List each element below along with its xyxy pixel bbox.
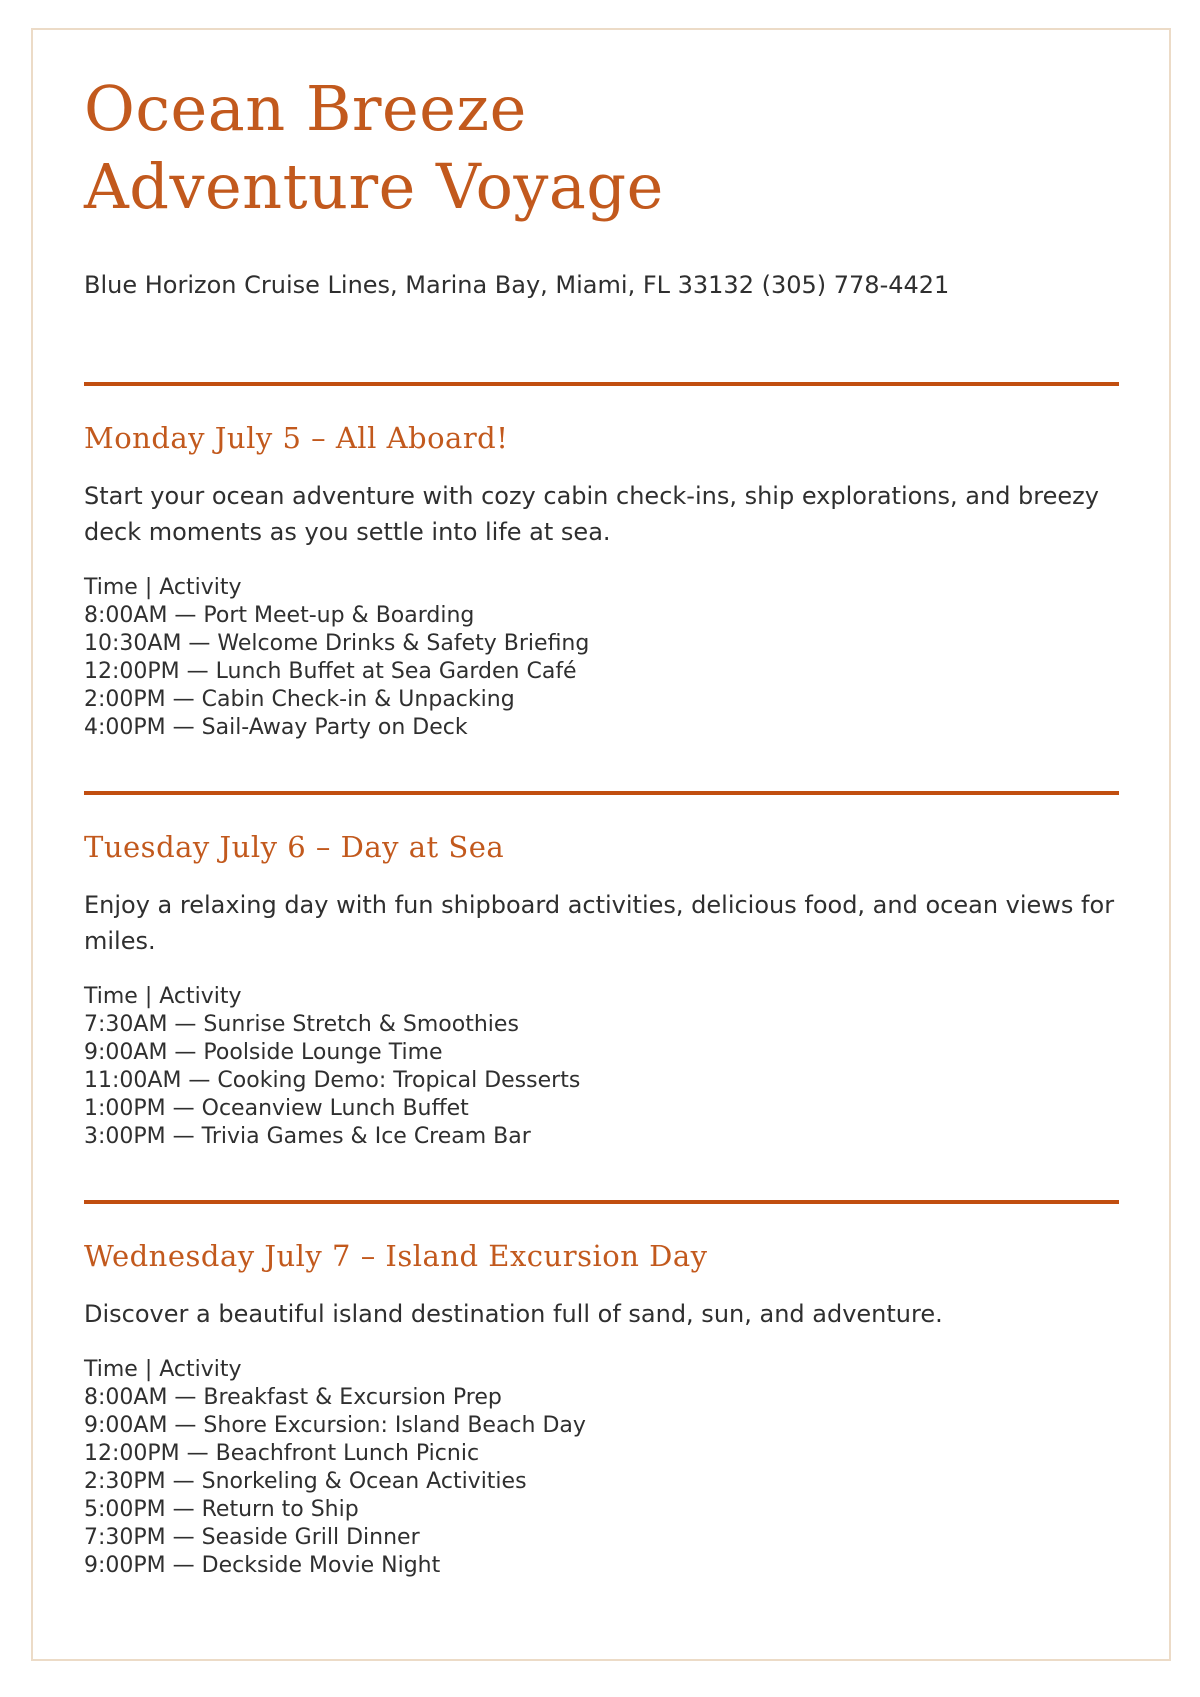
schedule-list [84,1384,1119,1580]
contact-line: Blue Horizon Cruise Lines, Marina Bay, Miami, FL 33132 (305) 778-4421 [84,271,950,299]
day-schedule [84,1356,1119,1580]
sections [84,382,1119,1580]
schedule-line: 5:00PM — Return to Ship [84,1497,359,1522]
schedule-line: 7:30AM — Sunrise Stretch & Smoothies [84,1012,519,1037]
schedule-list [84,602,1119,742]
schedule-line: 9:00AM — Poolside Lounge Time [84,1040,443,1065]
page-title-line2: Adventure Voyage [84,150,664,223]
day-description: Enjoy a relaxing day with fun shipboard activities, delicious food, and ocean views for miles. [84,891,1115,955]
schedule-line: 2:30PM — Snorkeling & Ocean Activities [84,1469,527,1494]
schedule-list [84,1011,1119,1151]
schedule-line: 7:30PM — Seaside Grill Dinner [84,1525,420,1550]
schedule-line: 2:00PM — Cabin Check-in & Unpacking [84,687,515,712]
section-divider [84,382,1119,386]
page-content [33,30,1169,1580]
section-divider [84,1200,1119,1204]
day-schedule [84,574,1119,742]
day-section [84,382,1119,742]
day-section [84,1200,1119,1580]
day-heading: Tuesday July 6 – Day at Sea [84,830,505,864]
schedule-header: Time | Activity [84,984,242,1009]
schedule-line: 1:00PM — Oceanview Lunch Buffet [84,1096,469,1121]
schedule-line: 12:00PM — Lunch Buffet at Sea Garden Café [84,659,577,684]
schedule-line: 12:00PM — Beachfront Lunch Picnic [84,1441,480,1466]
day-heading: Monday July 5 – All Aboard! [84,421,509,455]
day-section [84,791,1119,1151]
day-heading: Wednesday July 7 – Island Excursion Day [84,1239,708,1273]
day-description: Discover a beautiful island destination full of sand, sun, and adventure. [84,1300,943,1328]
day-schedule [84,983,1119,1151]
section-divider [84,791,1119,795]
page-title [84,70,1119,226]
schedule-line: 11:00AM — Cooking Demo: Tropical Desserts [84,1068,581,1093]
day-description: Start your ocean adventure with cozy cabin check-ins, ship explorations, and breezy deck moments as you settle into life at sea. [84,482,1099,546]
schedule-line: 10:30AM — Welcome Drinks & Safety Briefing [84,631,590,656]
schedule-line: 9:00PM — Deckside Movie Night [84,1553,441,1578]
schedule-line: 8:00AM — Port Meet-up & Boarding [84,603,475,628]
schedule-line: 9:00AM — Shore Excursion: Island Beach Day [84,1413,586,1438]
page-border-frame [31,28,1171,1661]
schedule-header: Time | Activity [84,575,242,600]
schedule-line: 8:00AM — Breakfast & Excursion Prep [84,1385,502,1410]
page-title-line1: Ocean Breeze [84,72,527,145]
schedule-header: Time | Activity [84,1357,242,1382]
schedule-line: 4:00PM — Sail-Away Party on Deck [84,715,468,740]
schedule-line: 3:00PM — Trivia Games & Ice Cream Bar [84,1124,531,1149]
